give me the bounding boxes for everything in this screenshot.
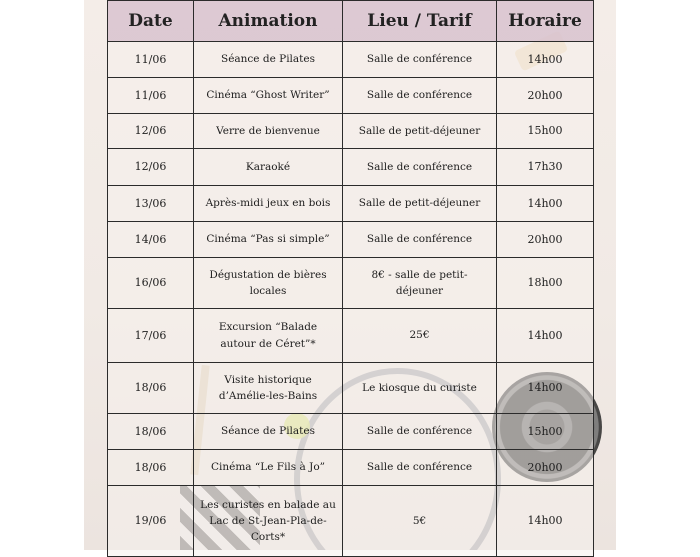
animation-cell: Après-midi jeux en bois bbox=[194, 186, 343, 222]
animation-cell: Cinéma “Ghost Writer” bbox=[194, 78, 343, 114]
lieu-cell: 5€ bbox=[343, 486, 497, 557]
table-row bbox=[108, 450, 594, 486]
horaire-cell: 14h00 bbox=[497, 486, 594, 557]
lieu-cell: Salle de conférence bbox=[343, 414, 497, 450]
horaire-cell: 20h00 bbox=[497, 222, 594, 258]
table-row bbox=[108, 414, 594, 450]
lieu-cell: 8€ - salle de petit-déjeuner bbox=[343, 258, 497, 309]
horaire-cell: 14h00 bbox=[497, 309, 594, 363]
animation-cell: Cinéma “Pas si simple” bbox=[194, 222, 343, 258]
lieu-cell: Salle de conférence bbox=[343, 149, 497, 186]
lieu-cell: Salle de petit-déjeuner bbox=[343, 186, 497, 222]
header-row bbox=[108, 1, 594, 42]
date-cell: 14/06 bbox=[108, 222, 194, 258]
animation-cell: Verre de bienvenue bbox=[194, 114, 343, 149]
table-row bbox=[108, 186, 594, 222]
date-cell: 17/06 bbox=[108, 309, 194, 363]
header-animation: Animation bbox=[194, 1, 343, 42]
table-row bbox=[108, 42, 594, 78]
table-row bbox=[108, 258, 594, 309]
animation-cell: Séance de Pilates bbox=[194, 414, 343, 450]
lieu-cell: Salle de petit-déjeuner bbox=[343, 114, 497, 149]
animation-cell: Cinéma “Le Fils à Jo” bbox=[194, 450, 343, 486]
horaire-cell: 15h00 bbox=[497, 114, 594, 149]
date-cell: 11/06 bbox=[108, 42, 194, 78]
horaire-cell: 14h00 bbox=[497, 186, 594, 222]
animation-cell: Séance de Pilates bbox=[194, 42, 343, 78]
table-row bbox=[108, 114, 594, 149]
horaire-cell: 14h00 bbox=[497, 363, 594, 414]
animation-cell: Visite historique d’Amélie-les-Bains bbox=[194, 363, 343, 414]
date-cell: 12/06 bbox=[108, 114, 194, 149]
horaire-cell: 20h00 bbox=[497, 450, 594, 486]
horaire-cell: 15h00 bbox=[497, 414, 594, 450]
lieu-cell: Le kiosque du curiste bbox=[343, 363, 497, 414]
horaire-cell: 20h00 bbox=[497, 78, 594, 114]
header-horaire: Horaire bbox=[497, 1, 594, 42]
schedule-table bbox=[107, 0, 594, 557]
lieu-cell: Salle de conférence bbox=[343, 42, 497, 78]
animation-cell: Les curistes en balade au Lac de St-Jean-Pla-de-Corts* bbox=[194, 486, 343, 557]
animation-cell: Excursion “Balade autour de Céret”* bbox=[194, 309, 343, 363]
table-row bbox=[108, 149, 594, 186]
horaire-cell: 17h30 bbox=[497, 149, 594, 186]
lieu-cell: Salle de conférence bbox=[343, 78, 497, 114]
date-cell: 18/06 bbox=[108, 414, 194, 450]
date-cell: 13/06 bbox=[108, 186, 194, 222]
date-cell: 11/06 bbox=[108, 78, 194, 114]
lieu-cell: Salle de conférence bbox=[343, 222, 497, 258]
header-date: Date bbox=[108, 1, 194, 42]
horaire-cell: 14h00 bbox=[497, 42, 594, 78]
horaire-cell: 18h00 bbox=[497, 258, 594, 309]
header-lieu-tarif: Lieu / Tarif bbox=[343, 1, 497, 42]
date-cell: 16/06 bbox=[108, 258, 194, 309]
date-cell: 12/06 bbox=[108, 149, 194, 186]
date-cell: 18/06 bbox=[108, 363, 194, 414]
animation-cell: Karaoké bbox=[194, 149, 343, 186]
animation-cell: Dégustation de bières locales bbox=[194, 258, 343, 309]
date-cell: 19/06 bbox=[108, 486, 194, 557]
lieu-cell: 25€ bbox=[343, 309, 497, 363]
date-cell: 18/06 bbox=[108, 450, 194, 486]
table-row bbox=[108, 309, 594, 363]
table-row bbox=[108, 486, 594, 557]
table-row bbox=[108, 363, 594, 414]
table-row bbox=[108, 78, 594, 114]
table-row bbox=[108, 222, 594, 258]
lieu-cell: Salle de conférence bbox=[343, 450, 497, 486]
